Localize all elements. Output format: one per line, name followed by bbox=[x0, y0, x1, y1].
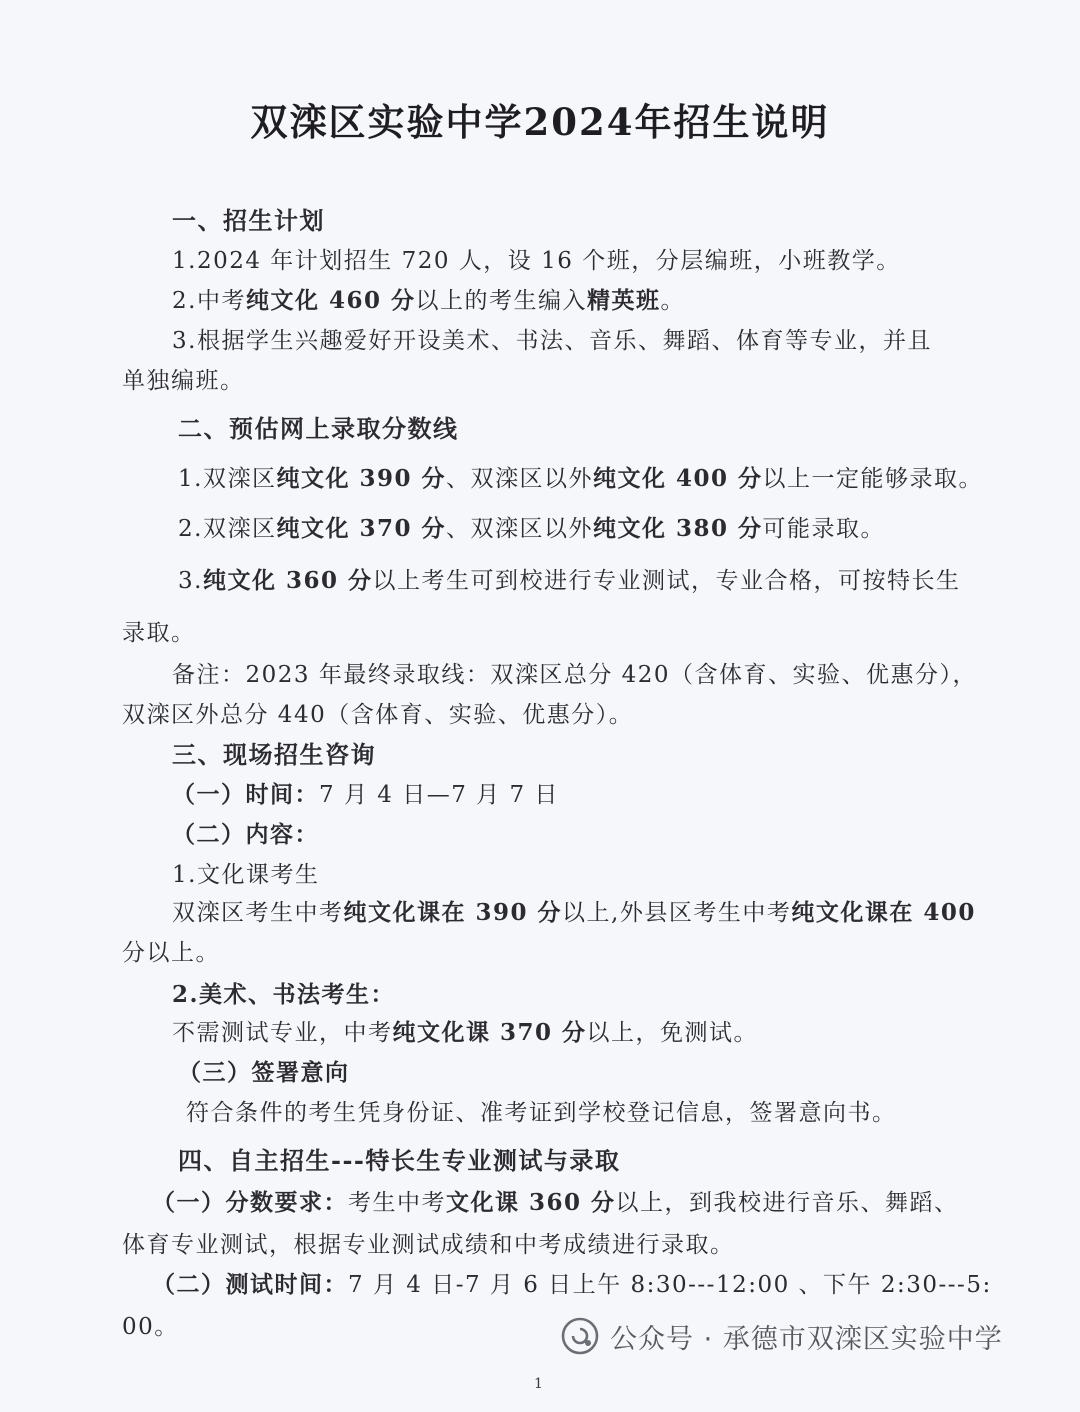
label: （一）分数要求： bbox=[152, 1189, 348, 1216]
emphasis: 纯文化 360 分 bbox=[202, 567, 373, 594]
emphasis: 纯文化课在 390 分 bbox=[343, 899, 563, 926]
section-2-heading: 二、预估网上录取分数线 bbox=[178, 414, 459, 443]
s4-requirement bbox=[152, 1188, 959, 1218]
s2-paragraph-1 bbox=[178, 464, 983, 494]
section-3-heading: 三、现场招生咨询 bbox=[172, 740, 376, 769]
text: 1.双滦区 bbox=[178, 466, 277, 492]
s2-note: 备注：2023 年最终录取线：双滦区总分 420（含体育、实验、优惠分）， bbox=[172, 662, 978, 688]
s1-paragraph-2 bbox=[172, 286, 685, 316]
label: （一）时间： bbox=[172, 781, 319, 808]
text: 、双滦区以外 bbox=[445, 516, 593, 542]
text: 双滦区考生中考 bbox=[172, 900, 344, 926]
watermark-text: 公众号 · 承德市双滦区实验中学 bbox=[610, 1323, 1003, 1355]
text: 以上，到我校进行音乐、舞蹈、 bbox=[615, 1190, 959, 1216]
text: 2.中考 bbox=[172, 288, 246, 314]
text: 以上的考生编入 bbox=[415, 288, 587, 314]
label: （二）测试时间： bbox=[152, 1271, 348, 1298]
emphasis: 纯文化 380 分 bbox=[592, 515, 763, 542]
page-number: 1 bbox=[534, 1376, 543, 1392]
s3-content-1-title: 1.文化课考生 bbox=[172, 862, 320, 888]
emphasis: 纯文化 400 分 bbox=[592, 465, 763, 492]
watermark bbox=[560, 1316, 1003, 1356]
text: 、双滦区以外 bbox=[445, 466, 593, 492]
emphasis: 纯文化 390 分 bbox=[276, 465, 446, 492]
s2-paragraph-3-cont: 录取。 bbox=[122, 620, 196, 646]
text: 以上一定能够录取。 bbox=[762, 466, 984, 492]
text: 7 月 4 日-7 月 6 日上午 8:30---12:00 、下午 2:30---5: bbox=[348, 1272, 992, 1298]
s1-paragraph-3: 3.根据学生兴趣爱好开设美术、书法、音乐、舞蹈、体育等专业，并且 bbox=[172, 328, 932, 354]
text: 以上，免测试。 bbox=[586, 1020, 759, 1046]
emphasis: 文化课 360 分 bbox=[446, 1189, 616, 1216]
section-4-heading: 四、自主招生---特长生专业测试与录取 bbox=[178, 1146, 621, 1175]
s4-test-time-cont: 00。 bbox=[122, 1314, 179, 1340]
emphasis: 纯文化课 370 分 bbox=[392, 1019, 587, 1046]
value: 7 月 4 日—7 月 7 日 bbox=[319, 782, 559, 808]
s2-paragraph-3 bbox=[178, 566, 960, 596]
s3-content-1-cont: 分以上。 bbox=[122, 940, 220, 966]
s1-paragraph-3-cont: 单独编班。 bbox=[122, 368, 245, 394]
text: 不需测试专业，中考 bbox=[172, 1020, 393, 1046]
text: 考生中考 bbox=[348, 1190, 446, 1216]
text: 2.双滦区 bbox=[178, 516, 277, 542]
wechat-official-account-icon bbox=[560, 1316, 600, 1356]
emphasis: 纯文化 460 分 bbox=[245, 287, 416, 314]
text: 以上考生可到校进行专业测试，专业合格，可按特长生 bbox=[372, 568, 961, 594]
s3-sign-label: （三）签署意向 bbox=[178, 1059, 350, 1086]
s3-sign-text: 符合条件的考生凭身份证、准考证到学校登记信息，签署意向书。 bbox=[186, 1100, 897, 1126]
s3-content-2 bbox=[172, 1018, 758, 1048]
section-1-heading: 一、招生计划 bbox=[172, 206, 325, 235]
s3-content-1 bbox=[172, 898, 976, 928]
document-title: 双滦区实验中学2024年招生说明 bbox=[250, 100, 830, 144]
emphasis: 纯文化课在 400 bbox=[791, 899, 976, 926]
s4-requirement-cont: 体育专业测试，根据专业测试成绩和中考成绩进行录取。 bbox=[122, 1232, 735, 1258]
s2-note-cont: 双滦区外总分 440（含体育、实验、优惠分）。 bbox=[122, 702, 634, 728]
s1-paragraph-1: 1.2024 年计划招生 720 人，设 16 个班，分层编班，小班教学。 bbox=[172, 248, 901, 274]
emphasis: 精英班 bbox=[586, 287, 661, 314]
emphasis: 纯文化 370 分 bbox=[276, 515, 446, 542]
text: 3. bbox=[178, 568, 203, 594]
s3-content-2-title: 2.美术、书法考生： bbox=[172, 981, 396, 1008]
s4-test-time bbox=[152, 1270, 992, 1300]
text: 可能录取。 bbox=[762, 516, 886, 542]
text: 。 bbox=[660, 288, 685, 314]
s3-time bbox=[172, 780, 559, 810]
s2-paragraph-2 bbox=[178, 514, 885, 544]
s3-content-label: （二）内容： bbox=[172, 821, 319, 848]
text: 以上,外县区考生中考 bbox=[562, 900, 792, 926]
